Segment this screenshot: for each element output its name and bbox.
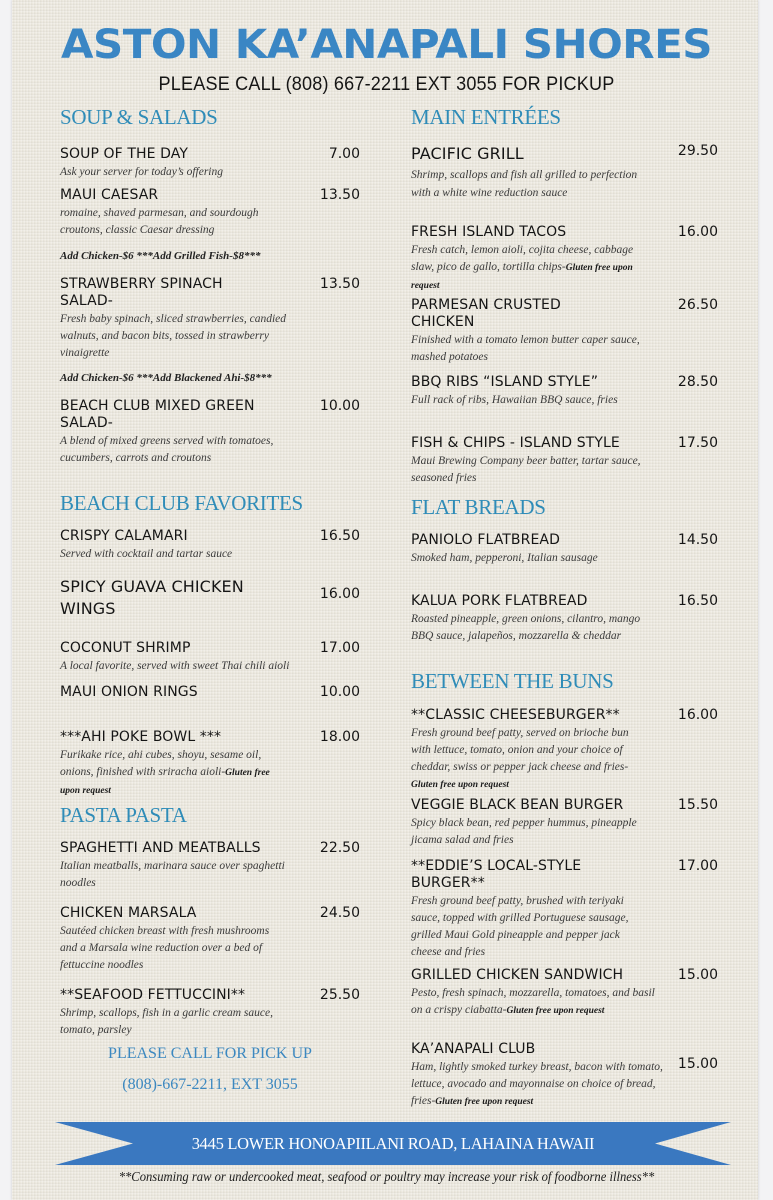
item-price: 26.50 — [677, 297, 718, 313]
section-title-beach-club-favorites: BEACH CLUB FAVORITES — [60, 491, 303, 515]
item-name: **EDDIE’S LOCAL-STYLE BURGER** — [411, 858, 582, 891]
item-name: SOUP OF THE DAY — [60, 146, 189, 162]
pickup-phone-line: PLEASE CALL (808) 667-2211 EXT 3055 FOR PICKUP — [158, 74, 615, 95]
menu-item-eddies-local-style-burger — [411, 858, 718, 961]
section-title-main-entrees: MAIN ENTRÉES — [411, 105, 561, 129]
item-price: 10.00 — [319, 684, 360, 700]
item-description: A local favorite, served with sweet Thai chili aioli — [60, 660, 290, 672]
item-description: Roasted pineapple, green onions, cilantro, mango BBQ sauce, jalapeños, mozzarella & cheddar — [411, 613, 641, 642]
address-text: 3445 LOWER HONOAPIILANI ROAD, LAHAINA HAWAII — [191, 1134, 595, 1153]
item-price: 15.50 — [677, 797, 718, 813]
item-name: VEGGIE BLACK BEAN BURGER — [411, 797, 624, 813]
menu-item-bbq-ribs — [411, 374, 718, 409]
menu-item-coconut-shrimp — [60, 640, 360, 675]
item-description: Fresh ground beef patty, served on brioche bun with lettuce, tomato, onion and your choice of cheddar, swiss or pepper jack cheese and fries- — [411, 727, 629, 773]
item-name: STRAWBERRY SPINACH SALAD- — [60, 276, 223, 309]
menu-item-maui-caesar — [60, 187, 360, 239]
menu-item-veggie-black-bean-burger — [411, 797, 718, 849]
section-title-between-the-buns: BETWEEN THE BUNS — [411, 669, 614, 693]
item-description: Italian meatballs, marinara sauce over spaghetti noodles — [60, 860, 285, 889]
item-name: MAUI ONION RINGS — [60, 684, 198, 700]
item-price: 7.00 — [328, 146, 360, 162]
item-price: 14.50 — [677, 532, 718, 548]
gluten-free-note: Gluten free upon request — [435, 1097, 534, 1107]
gluten-free-note: Gluten free upon request — [411, 263, 633, 291]
item-description: Ask your server for today’s offering — [60, 166, 224, 178]
item-price: 24.50 — [319, 905, 360, 921]
item-description: Furikake rice, ahi cubes, shoyu, sesame oil, onions, finished with sriracha aioli- — [60, 749, 262, 778]
item-price: 16.00 — [677, 224, 718, 240]
menu-item-paniolo-flatbread — [411, 532, 718, 567]
item-name: MAUI CAESAR — [60, 187, 159, 203]
item-price: 16.50 — [319, 528, 360, 544]
menu-item-soup-of-the-day — [60, 146, 360, 181]
menu-item-chicken-marsala — [60, 905, 360, 974]
menu-item-kalua-pork-flatbread — [411, 593, 718, 645]
item-description: Maui Brewing Company beer batter, tartar sauce, seasoned fries — [411, 455, 641, 484]
menu-item-maui-onion-rings — [60, 684, 360, 701]
menu-item-fish-and-chips — [411, 435, 718, 487]
item-price: 16.50 — [677, 593, 718, 609]
item-description: Pesto, fresh spinach, mozzarella, tomatoes, and basil on a crispy ciabatta- — [411, 987, 655, 1016]
item-description: A blend of mixed greens served with tomatoes, cucumbers, carrots and croutons — [60, 435, 274, 464]
item-name: **SEAFOOD FETTUCCINI** — [60, 987, 246, 1003]
menu-item-spicy-guava-chicken-wings — [60, 576, 360, 620]
item-price: 25.50 — [319, 987, 360, 1003]
food-safety-disclaimer: **Consuming raw or undercooked meat, seafood or poultry may increase your risk of foodborne illness** — [118, 1170, 655, 1185]
item-description: Finished with a tomato lemon butter caper sauce, mashed potatoes — [411, 334, 640, 363]
address-banner — [55, 1122, 731, 1165]
section-title-pasta-pasta: PASTA PASTA — [60, 803, 187, 827]
item-price: 15.00 — [677, 1056, 718, 1072]
menu-item-parmesan-crusted-chicken — [411, 297, 718, 366]
item-description: Shrimp, scallops and fish all grilled to perfection with a white wine reduction sauce — [411, 169, 638, 199]
item-price: 13.50 — [319, 187, 360, 203]
item-price: 16.00 — [677, 707, 718, 723]
item-price: 29.50 — [677, 143, 718, 159]
item-description: Smoked ham, pepperoni, Italian sausage — [411, 552, 598, 564]
item-name: PARMESAN CRUSTED CHICKEN — [411, 297, 561, 330]
item-name: ***AHI POKE BOWL *** — [60, 729, 222, 745]
gluten-free-note: Gluten free upon request — [506, 1006, 605, 1016]
add-on-note: Add Chicken-$6 ***Add Blackened Ahi-$8*** — [60, 372, 272, 384]
menu-item-seafood-fettuccini — [60, 987, 360, 1039]
item-price: 16.00 — [319, 586, 360, 602]
item-name: GRILLED CHICKEN SANDWICH — [411, 967, 624, 983]
item-name: SPICY GUAVA CHICKEN WINGS — [60, 577, 244, 618]
section-title-flat-breads: FLAT BREADS — [411, 495, 546, 519]
item-name: FISH & CHIPS - ISLAND STYLE — [411, 435, 620, 451]
menu-item-ahi-poke-bowl — [60, 729, 360, 800]
item-name: SPAGHETTI AND MEATBALLS — [60, 840, 261, 856]
item-name: COCONUT SHRIMP — [60, 640, 191, 656]
restaurant-title: ASTON KA’ANAPALI SHORES — [61, 22, 712, 68]
item-name: KALUA PORK FLATBREAD — [411, 593, 588, 609]
item-description: Spicy black bean, red pepper hummus, pineapple jicama salad and fries — [411, 817, 637, 846]
menu-item-pacific-grill — [411, 143, 718, 202]
item-name: BBQ RIBS “ISLAND STYLE” — [411, 374, 599, 390]
item-description: Full rack of ribs, Hawaiian BBQ sauce, fries — [411, 394, 618, 406]
item-price: 10.00 — [319, 398, 360, 414]
gluten-free-note: Gluten free upon request — [411, 780, 509, 790]
menu-item-fresh-island-tacos — [411, 224, 718, 295]
item-description: Ham, lightly smoked turkey breast, bacon with tomato, lettuce, avocado and mayonnaise on choice of bread, fries- — [411, 1061, 663, 1107]
gluten-free-note: Gluten free upon request — [60, 768, 270, 796]
item-price: 15.00 — [677, 967, 718, 983]
item-name: CHICKEN MARSALA — [60, 905, 197, 921]
section-title-soup-salads: SOUP & SALADS — [60, 105, 218, 129]
item-description: Fresh ground beef patty, brushed with teriyaki sauce, topped with grilled Portuguese sausage, grilled Maui Gold pineapple and pepper jack cheese and fries — [411, 895, 629, 958]
item-price: 17.50 — [677, 435, 718, 451]
item-price: 13.50 — [319, 276, 360, 292]
item-description: Served with cocktail and tartar sauce — [60, 548, 233, 560]
item-name: BEACH CLUB MIXED GREEN SALAD- — [60, 398, 255, 431]
menu-item-kaanapali-club — [411, 1041, 718, 1111]
item-price: 22.50 — [319, 840, 360, 856]
item-name: CRISPY CALAMARI — [60, 528, 188, 544]
item-name: FRESH ISLAND TACOS — [411, 224, 567, 240]
add-on-note: Add Chicken-$6 ***Add Grilled Fish-$8*** — [60, 250, 261, 262]
item-price: 28.50 — [677, 374, 718, 390]
item-description: Fresh catch, lemon aioli, cojita cheese, cabbage slaw, pico de gallo, tortilla chips- — [411, 244, 634, 273]
item-price: 17.00 — [319, 640, 360, 656]
item-description: Shrimp, scallops, fish in a garlic cream sauce, tomato, parsley — [60, 1007, 273, 1036]
menu-item-beach-club-mixed-green-salad — [60, 398, 360, 467]
item-price: 17.00 — [677, 858, 718, 874]
menu-item-classic-cheeseburger — [411, 707, 718, 794]
item-name: KA’ANAPALI CLUB — [411, 1041, 536, 1057]
pickup-callout-line1: PLEASE CALL FOR PICK UP — [108, 1045, 312, 1062]
item-name: **CLASSIC CHEESEBURGER** — [411, 707, 620, 723]
item-description: Fresh baby spinach, sliced strawberries, candied walnuts, and bacon bits, tossed in strawberry vinaigrette — [60, 313, 287, 359]
pickup-callout-phone[interactable]: (808)-667-2211, EXT 3055 — [122, 1076, 298, 1093]
menu-item-strawberry-spinach-salad — [60, 276, 360, 362]
item-description: Sautéed chicken breast with fresh mushrooms and a Marsala wine reduction over a bed of fettuccine noodles — [60, 925, 270, 971]
item-price: 18.00 — [319, 729, 360, 745]
item-name: PACIFIC GRILL — [411, 144, 524, 163]
menu-item-crispy-calamari — [60, 528, 360, 563]
menu-item-spaghetti-and-meatballs — [60, 840, 360, 892]
menu-item-grilled-chicken-sandwich — [411, 967, 718, 1020]
item-description: romaine, shaved parmesan, and sourdough croutons, classic Caesar dressing — [60, 207, 259, 236]
item-name: PANIOLO FLATBREAD — [411, 532, 560, 548]
